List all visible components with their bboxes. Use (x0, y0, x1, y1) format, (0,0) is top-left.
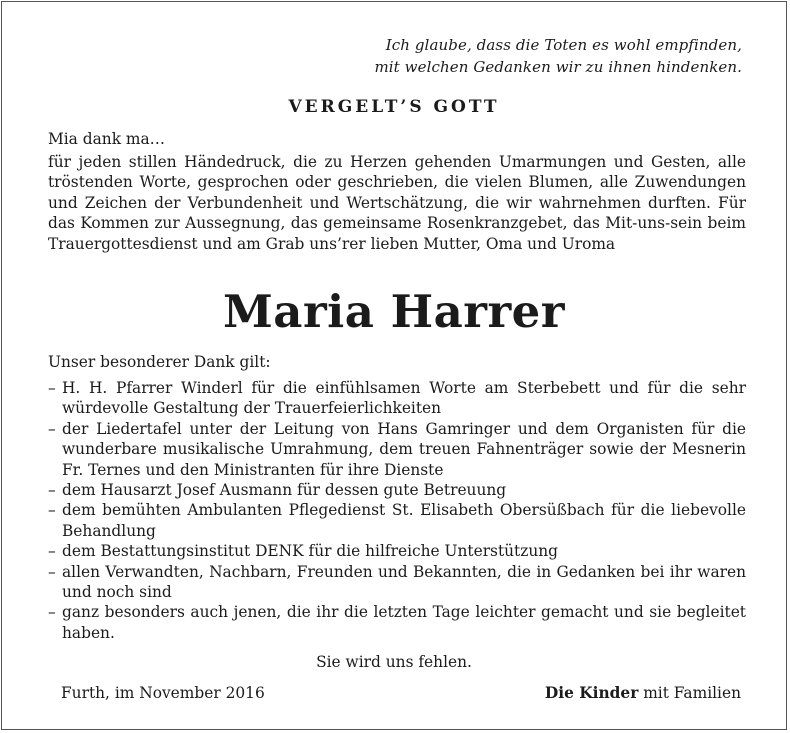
list-item-text: H. H. Pfarrer Winderl für die einfühlsamen Worte am Sterbebett und für die sehr würdevolle Gestaltung der Trauerfeierlichkeiten (62, 379, 746, 418)
list-item (48, 541, 746, 561)
list-item-text: dem Bestattungsinstitut DENK für die hilfreiche Unterstützung (62, 542, 559, 561)
list-dash: – (48, 481, 56, 500)
list-item-text: der Liedertafel unter der Leitung von Hans Gamringer und dem Organisten für die wunderbare musikalische Umrahmung, dem treuen Fahnenträger sowie der Mesnerin Fr. Ternes und den Ministranten für ihre Dienste (62, 419, 746, 479)
list-item (48, 602, 746, 643)
closing-line: Sie wird uns fehlen. (316, 653, 472, 671)
list-dash: – (48, 379, 56, 397)
signature-bold: Die Kinder (544, 684, 639, 702)
list-item-text: ganz besonders auch jenen, die ihr die letzten Tage leichter gemacht und sie begleitet haben. (62, 603, 746, 642)
motto-quote (374, 34, 742, 78)
deceased-name: Maria Harrer (222, 285, 566, 338)
obituary-notice (1, 1, 787, 730)
list-item (48, 419, 746, 480)
motto-line: mit welchen Gedanken wir zu ihnen hindenken. (374, 58, 742, 76)
list-item-text: dem Hausarzt Josef Ausmann für dessen gute Betreuung (62, 481, 507, 500)
list-item-text: dem bemühten Ambulanten Pflegedienst St. Elisabeth Obersüßbach für die liebevolle Behandlung (62, 501, 746, 540)
intro-text: Mia dank ma… (48, 130, 166, 148)
list-dash: – (48, 501, 56, 520)
motto-line: Ich glaube, dass die Toten es wohl empfinden, (385, 36, 742, 54)
place-date: Furth, im November 2016 (61, 684, 265, 702)
signature (545, 684, 741, 702)
list-dash: – (48, 542, 56, 561)
thanks-paragraph: für jeden stillen Händedruck, die zu Herzen gehenden Umarmungen und Gesten, alle tröstenden Worte, gesprochen oder geschrieben, die vielen Blumen, alle Zuwendungen und Zeichen der Verbundenheit und Wertschätzung, die wir wahrnehmen durften. Für das Kommen zur Aussegnung, das gemeinsame Rosenkranzgebet, das Mit-uns-sein beim Trauergottesdienst und am Grab uns’rer lieben Mutter, Oma und Uroma (48, 153, 746, 253)
heading: VERGELT’S GOTT (288, 97, 500, 117)
list-item (48, 562, 746, 603)
list-item (48, 480, 746, 500)
list-dash: – (48, 562, 56, 581)
list-item (48, 500, 746, 541)
signature-rest: mit Familien (638, 684, 741, 702)
special-thanks-label: Unser besonderer Dank gilt: (48, 353, 271, 371)
list-item-text: allen Verwandten, Nachbarn, Freunden und Bekannten, die in Gedanken bei ihr waren und noch sind (62, 562, 746, 602)
list-item (48, 378, 746, 419)
list-dash: – (48, 419, 56, 438)
list-dash: – (48, 603, 56, 622)
special-thanks-list (48, 378, 746, 643)
